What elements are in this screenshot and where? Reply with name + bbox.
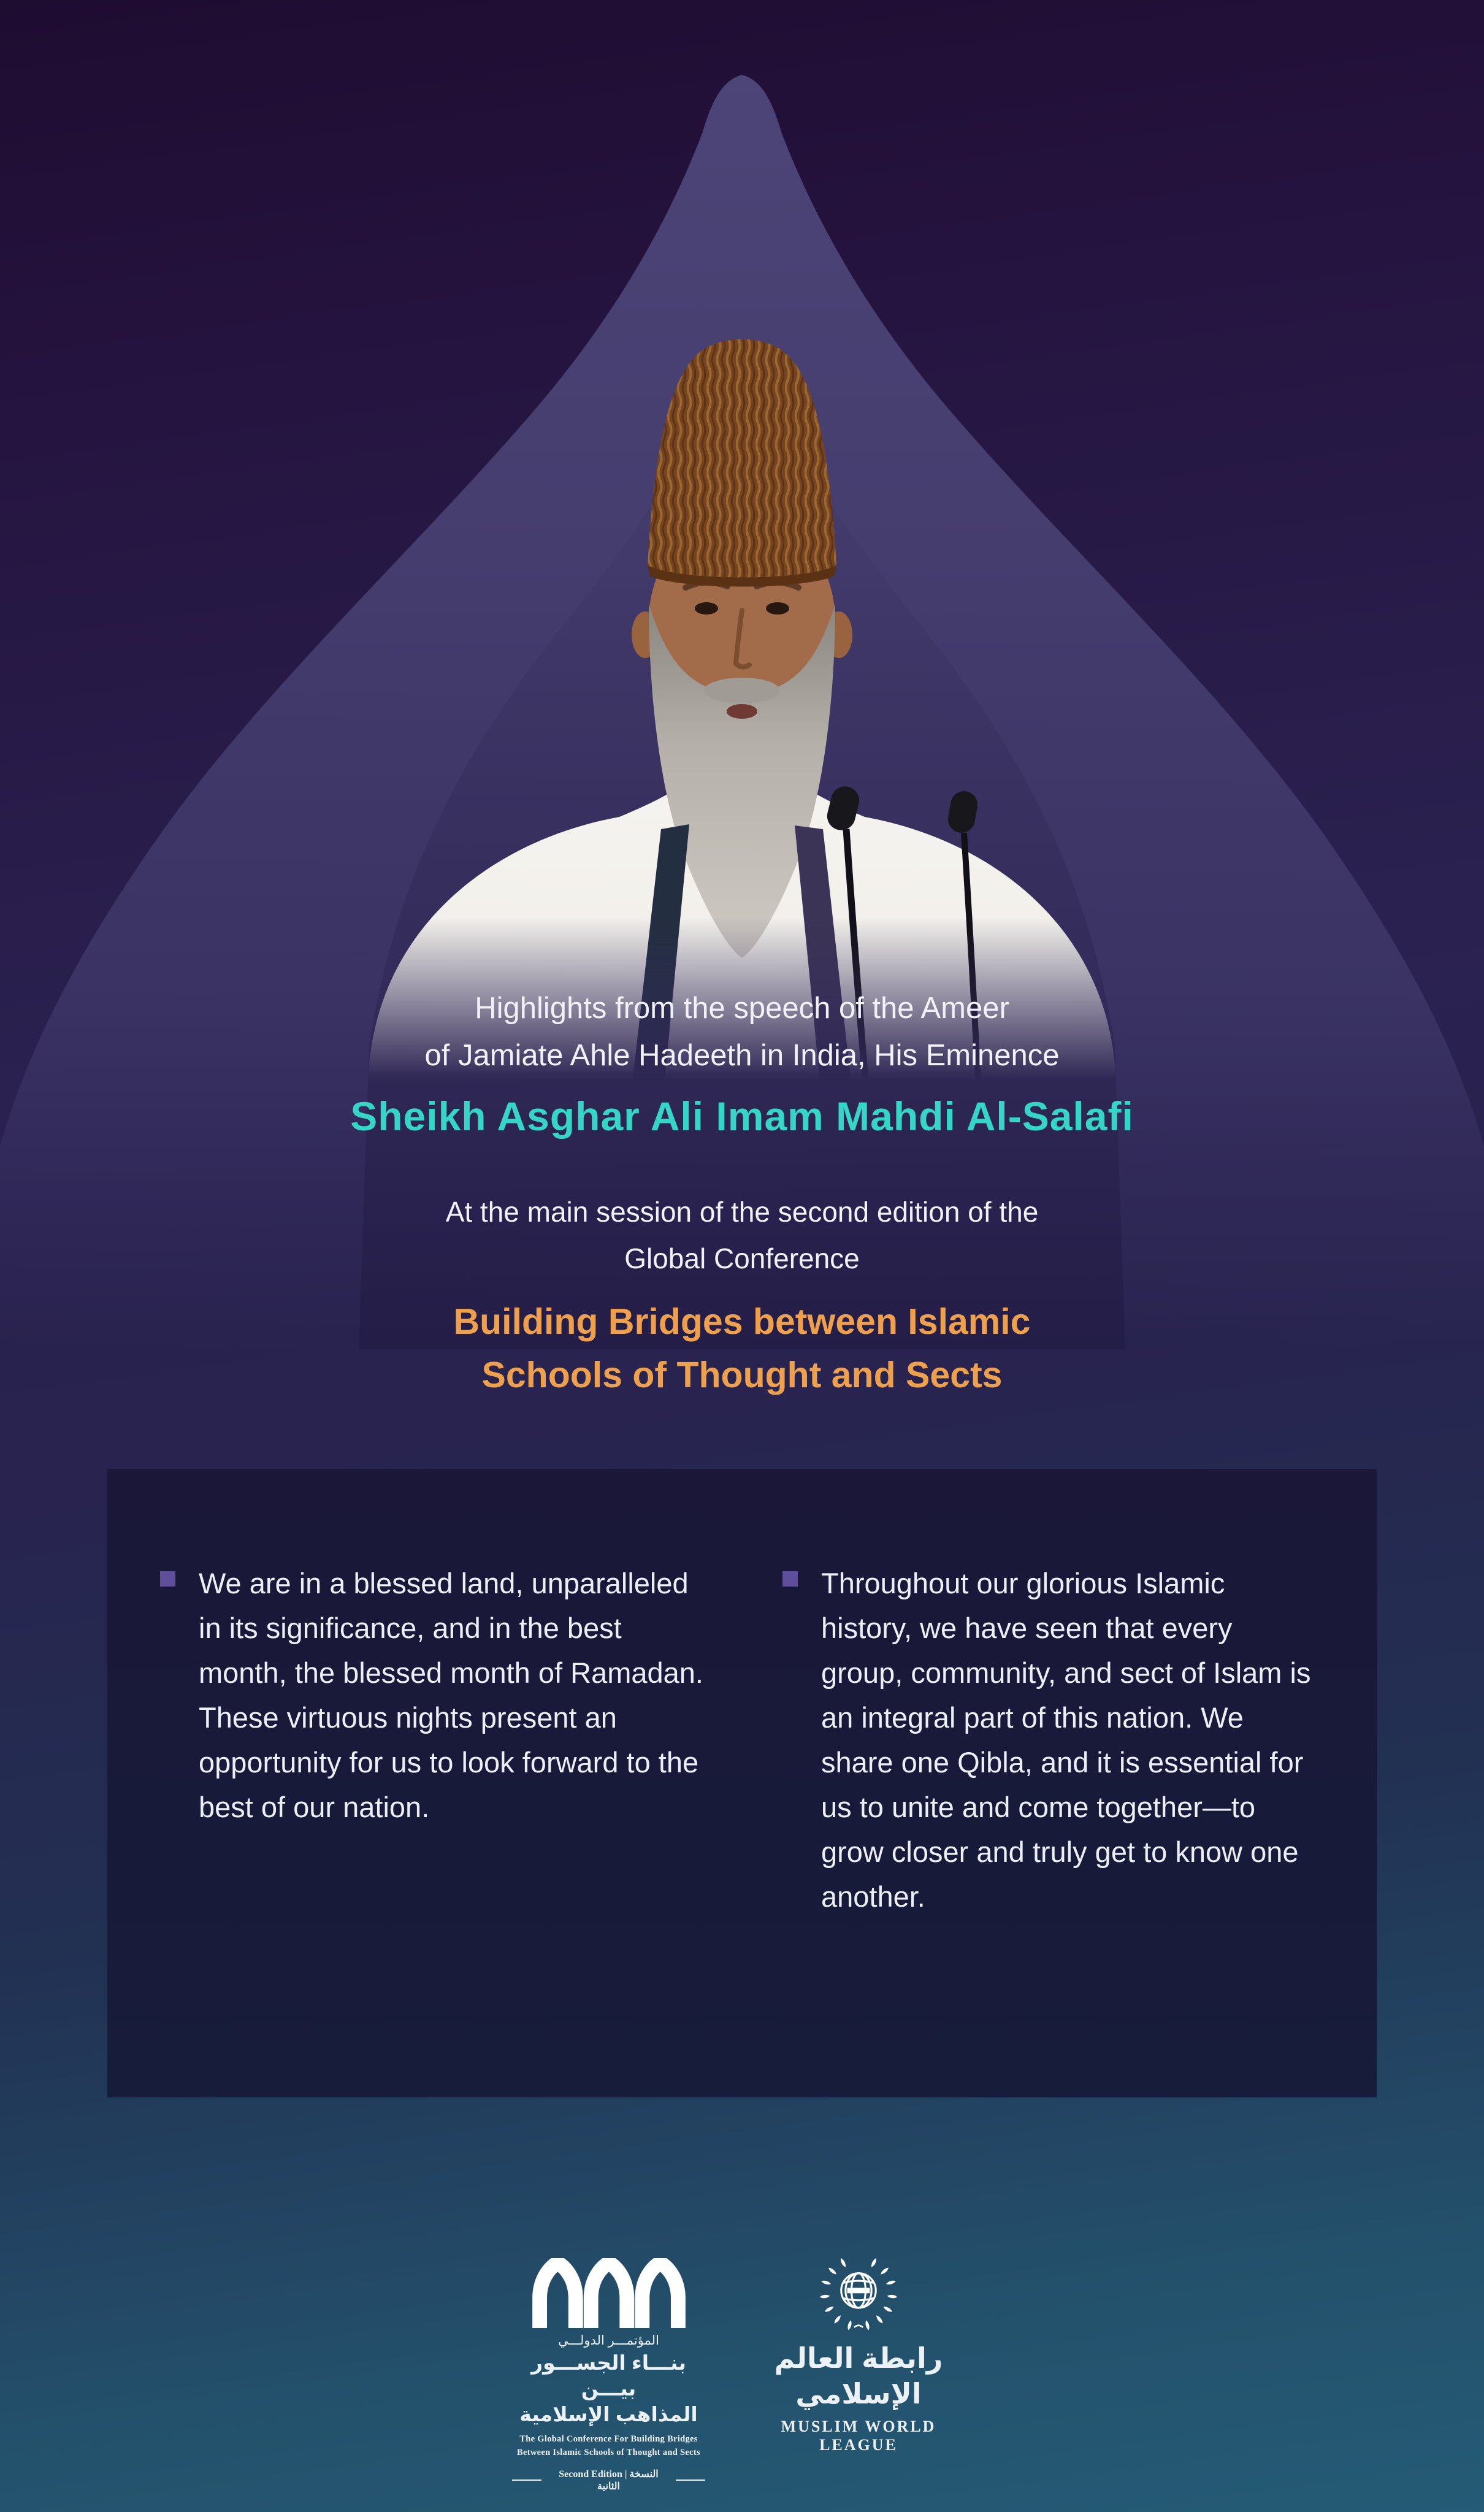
muslim-world-league-logo <box>745 2258 972 2454</box>
mwl-arabic-name: رابطة العالم الإسلامي <box>774 2342 943 2410</box>
conference-logo-arabic-line-1: المؤتمـــر الدولـــي <box>558 2334 659 2348</box>
quote-text: Throughout our glorious Islamic history, we have seen that every group, community, and sect of Islam is an integral part of this nation. We share one Qibla, and it is essential for us to unite and come together—to grow closer and truly get to know one another. <box>821 1567 1311 1913</box>
header-line-2: of Jamiate Ahle Hadeeth in India, His Eminence <box>424 1039 1060 1072</box>
conference-logo-english-line-2: Between Islamic Schools of Thought and Sects <box>517 2448 700 2457</box>
conference-logo-arches-icon <box>532 2258 686 2328</box>
mwl-english-name: MUSLIM WORLD LEAGUE <box>781 2418 936 2454</box>
quote-item <box>779 1561 1328 1919</box>
edition-label: Second Edition | النسخة الثانية <box>559 2469 659 2492</box>
conference-title-line-1: Building Bridges between Islamic <box>453 1301 1031 1342</box>
bullet-square-icon <box>160 1571 175 1587</box>
quote-text: We are in a blessed land, unparalleled in its significance, and in the best month, the blessed month of Ramadan. These virtuous nights present an opportunity for us to look forward to the best of our nation. <box>199 1567 703 1823</box>
laurel-wreath <box>819 2258 897 2330</box>
footer-logos <box>0 2258 1484 2492</box>
quotes-card <box>107 1469 1377 2097</box>
quote-item <box>156 1561 705 1919</box>
header-line-1: Highlights from the speech of the Ameer <box>475 992 1009 1025</box>
session-line-2: Global Conference <box>624 1243 860 1274</box>
speaker-name-title: Sheikh Asghar Ali Imam Mahdi Al-Salafi <box>350 1093 1134 1139</box>
conference-logo-arabic-line-3: المذاهب الإسلامية <box>519 2403 698 2426</box>
conference-logo-arabic-line-2: بنـــاء الجســـور بيـــن <box>531 2351 686 2400</box>
bullet-square-icon <box>782 1571 798 1587</box>
conference-title-line-2: Schools of Thought and Sects <box>481 1355 1003 1395</box>
conference-logo-edition-ribbon <box>512 2468 705 2492</box>
edition-rule-right <box>676 2479 705 2481</box>
mwl-globe-wreath-icon <box>813 2258 905 2331</box>
session-line-1: At the main session of the second edition of the <box>445 1196 1039 1228</box>
edition-rule-left <box>512 2479 541 2481</box>
conference-logo-english-line-1: The Global Conference For Building Bridges <box>519 2434 698 2444</box>
mustache <box>704 678 780 703</box>
conference-logo <box>512 2258 705 2492</box>
